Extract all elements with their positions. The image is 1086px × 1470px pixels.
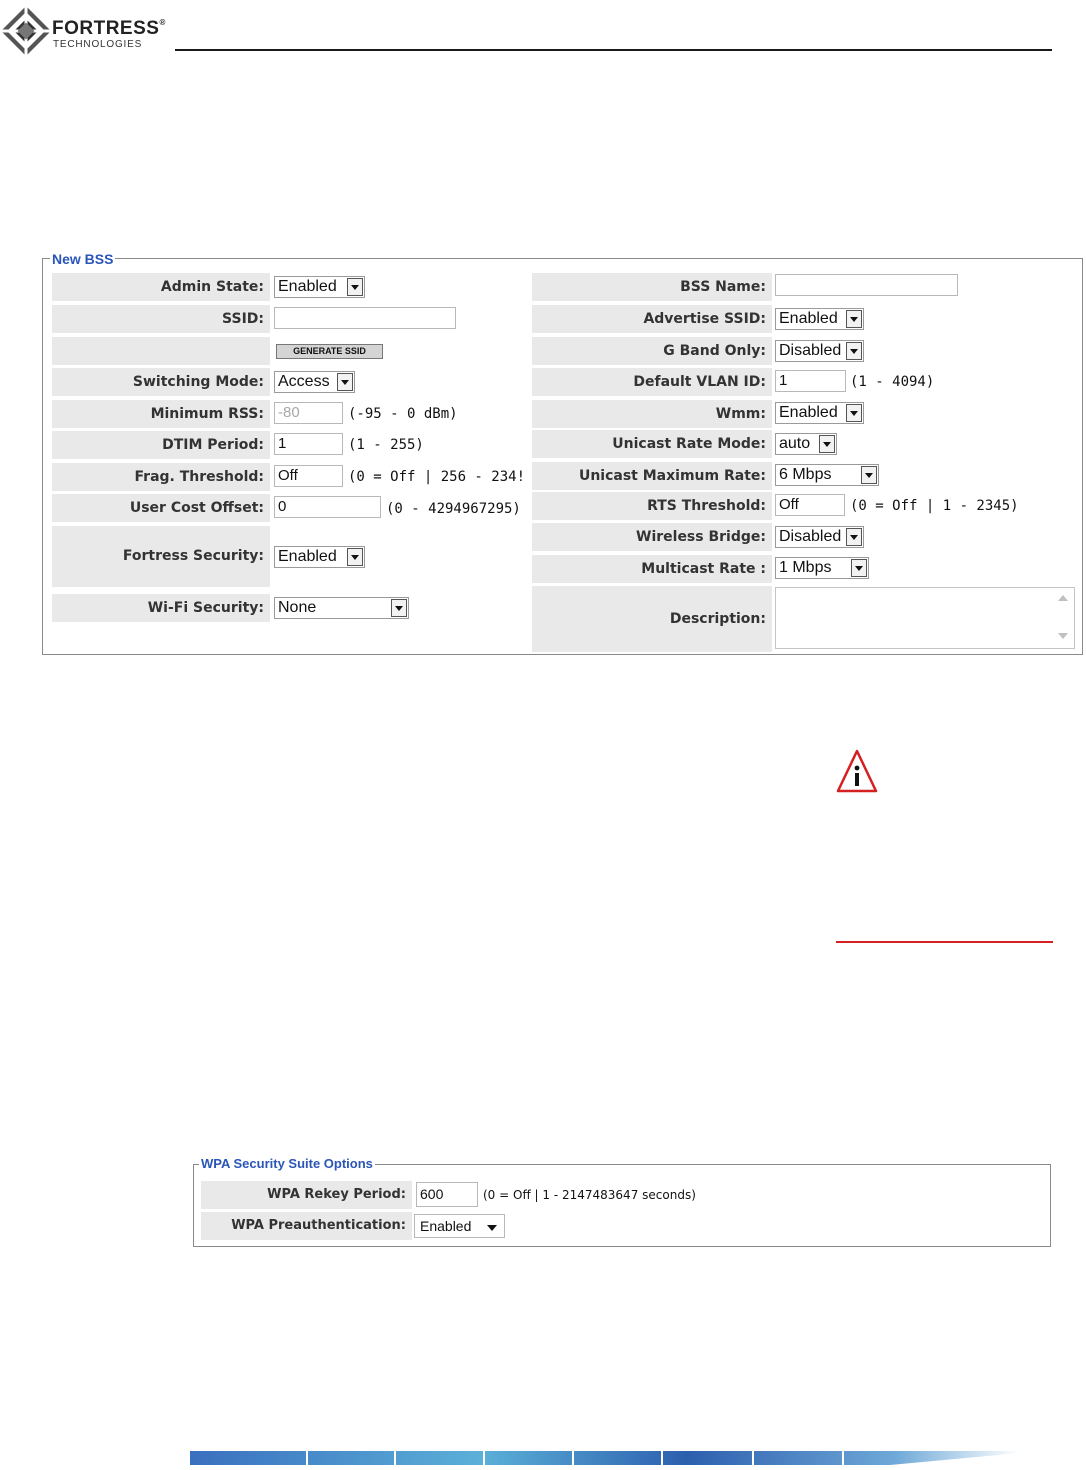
- description-label: Description:: [532, 586, 772, 652]
- wpa-rekey-period-input[interactable]: 600: [416, 1182, 478, 1207]
- dtim-period-input[interactable]: 1: [274, 433, 343, 455]
- user-cost-offset-hint: (0 - 4294967295): [386, 501, 521, 517]
- unicast-rate-mode-value: auto: [779, 435, 811, 452]
- user-cost-offset-input[interactable]: 0: [274, 496, 381, 518]
- dtim-period-label: DTIM Period:: [52, 431, 270, 459]
- brand-subtitle: TECHNOLOGIES: [53, 39, 143, 50]
- rts-threshold-label: RTS Threshold:: [532, 492, 772, 520]
- switching-mode-value: Access: [278, 373, 330, 390]
- ssid-label: SSID:: [52, 305, 270, 333]
- chevron-down-icon: [347, 548, 363, 566]
- generate-ssid-button[interactable]: GENERATE SSID: [276, 344, 383, 359]
- multicast-rate-value: 1 Mbps: [779, 559, 832, 576]
- chevron-down-icon: [337, 373, 353, 391]
- switching-mode-select[interactable]: [274, 371, 355, 393]
- wpa-options-legend: WPA Security Suite Options: [201, 1156, 373, 1171]
- minimum-rss-input[interactable]: -80: [274, 402, 343, 424]
- frag-threshold-label: Frag. Threshold:: [52, 463, 270, 491]
- description-textarea[interactable]: [775, 587, 1075, 649]
- wpa-preauthentication-select[interactable]: [414, 1214, 505, 1238]
- wifi-security-select[interactable]: [274, 597, 409, 619]
- brand-name: FORTRESS: [52, 18, 160, 39]
- bss-name-input[interactable]: [775, 274, 958, 296]
- minimum-rss-label: Minimum RSS:: [52, 400, 270, 428]
- advertise-ssid-label: Advertise SSID:: [532, 305, 772, 333]
- wifi-security-label: Wi-Fi Security:: [52, 594, 270, 622]
- g-band-only-value: Disabled: [779, 342, 842, 359]
- chevron-down-icon: [487, 1225, 497, 1231]
- wireless-bridge-value: Disabled: [779, 528, 842, 545]
- caution-underline: [836, 941, 1053, 943]
- unicast-max-rate-value: 6 Mbps: [779, 466, 832, 483]
- footer-decorative-bar: [190, 1449, 1020, 1467]
- wireless-bridge-label: Wireless Bridge:: [532, 523, 772, 551]
- advertise-ssid-select[interactable]: [775, 308, 864, 330]
- rts-threshold-input[interactable]: Off: [775, 494, 845, 516]
- unicast-max-rate-label: Unicast Maximum Rate:: [532, 462, 772, 490]
- default-vlan-id-input[interactable]: 1: [775, 370, 846, 392]
- chevron-down-icon: [846, 528, 862, 546]
- unicast-max-rate-select[interactable]: [775, 464, 879, 486]
- fortress-logo: [4, 4, 174, 58]
- wireless-bridge-select[interactable]: [775, 526, 864, 548]
- multicast-rate-select[interactable]: [775, 557, 869, 579]
- default-vlan-id-label: Default VLAN ID:: [532, 368, 772, 396]
- fortress-security-select[interactable]: [274, 546, 365, 568]
- fortress-security-value: Enabled: [278, 548, 337, 565]
- chevron-down-icon: [851, 559, 867, 577]
- user-cost-offset-label: User Cost Offset:: [52, 494, 270, 522]
- wmm-value: Enabled: [779, 404, 838, 421]
- admin-state-label: Admin State:: [52, 273, 270, 301]
- default-vlan-id-hint: (1 - 4094): [850, 374, 935, 390]
- scroll-down-icon[interactable]: [1058, 633, 1068, 639]
- wpa-preauthentication-label: WPA Preauthentication:: [201, 1212, 412, 1240]
- g-band-only-label: G Band Only:: [532, 337, 772, 365]
- frag-threshold-hint: (0 = Off | 256 - 234!: [348, 469, 526, 485]
- dtim-period-hint: (1 - 255): [348, 437, 424, 453]
- caution-info-triangle-icon: [836, 748, 878, 794]
- advertise-ssid-value: Enabled: [779, 310, 838, 327]
- fortress-diamond-logo-icon: [4, 4, 50, 58]
- chevron-down-icon: [846, 342, 862, 360]
- brand-registered-mark: ®: [159, 18, 166, 27]
- scroll-up-icon[interactable]: [1058, 595, 1068, 601]
- ssid-input[interactable]: [274, 307, 456, 329]
- minimum-rss-hint: (-95 - 0 dBm): [348, 406, 458, 422]
- unicast-rate-mode-label: Unicast Rate Mode:: [532, 430, 772, 458]
- header-divider: [175, 49, 1052, 51]
- chevron-down-icon: [819, 435, 835, 453]
- new-bss-legend: New BSS: [52, 251, 114, 267]
- rts-threshold-hint: (0 = Off | 1 - 2345): [850, 498, 1019, 514]
- g-band-only-select[interactable]: [775, 340, 864, 362]
- chevron-down-icon: [391, 599, 407, 617]
- switching-mode-label: Switching Mode:: [52, 368, 270, 396]
- wmm-select[interactable]: [775, 402, 864, 424]
- frag-threshold-input[interactable]: Off: [274, 465, 343, 487]
- wifi-security-value: None: [278, 599, 317, 616]
- wmm-label: Wmm:: [532, 400, 772, 428]
- wpa-rekey-period-hint: (0 = Off | 1 - 2147483647 seconds): [483, 1188, 696, 1202]
- unicast-rate-mode-select[interactable]: [775, 433, 837, 455]
- chevron-down-icon: [846, 310, 862, 328]
- admin-state-select[interactable]: [274, 276, 365, 298]
- bss-name-label: BSS Name:: [532, 273, 772, 301]
- chevron-down-icon: [846, 404, 862, 422]
- fortress-security-label: Fortress Security:: [52, 526, 270, 587]
- wpa-rekey-period-label: WPA Rekey Period:: [201, 1181, 412, 1209]
- multicast-rate-label: Multicast Rate :: [532, 555, 772, 583]
- chevron-down-icon: [347, 278, 363, 296]
- admin-state-value: Enabled: [278, 278, 337, 295]
- wpa-preauthentication-value: Enabled: [420, 1218, 472, 1234]
- chevron-down-icon: [861, 466, 877, 484]
